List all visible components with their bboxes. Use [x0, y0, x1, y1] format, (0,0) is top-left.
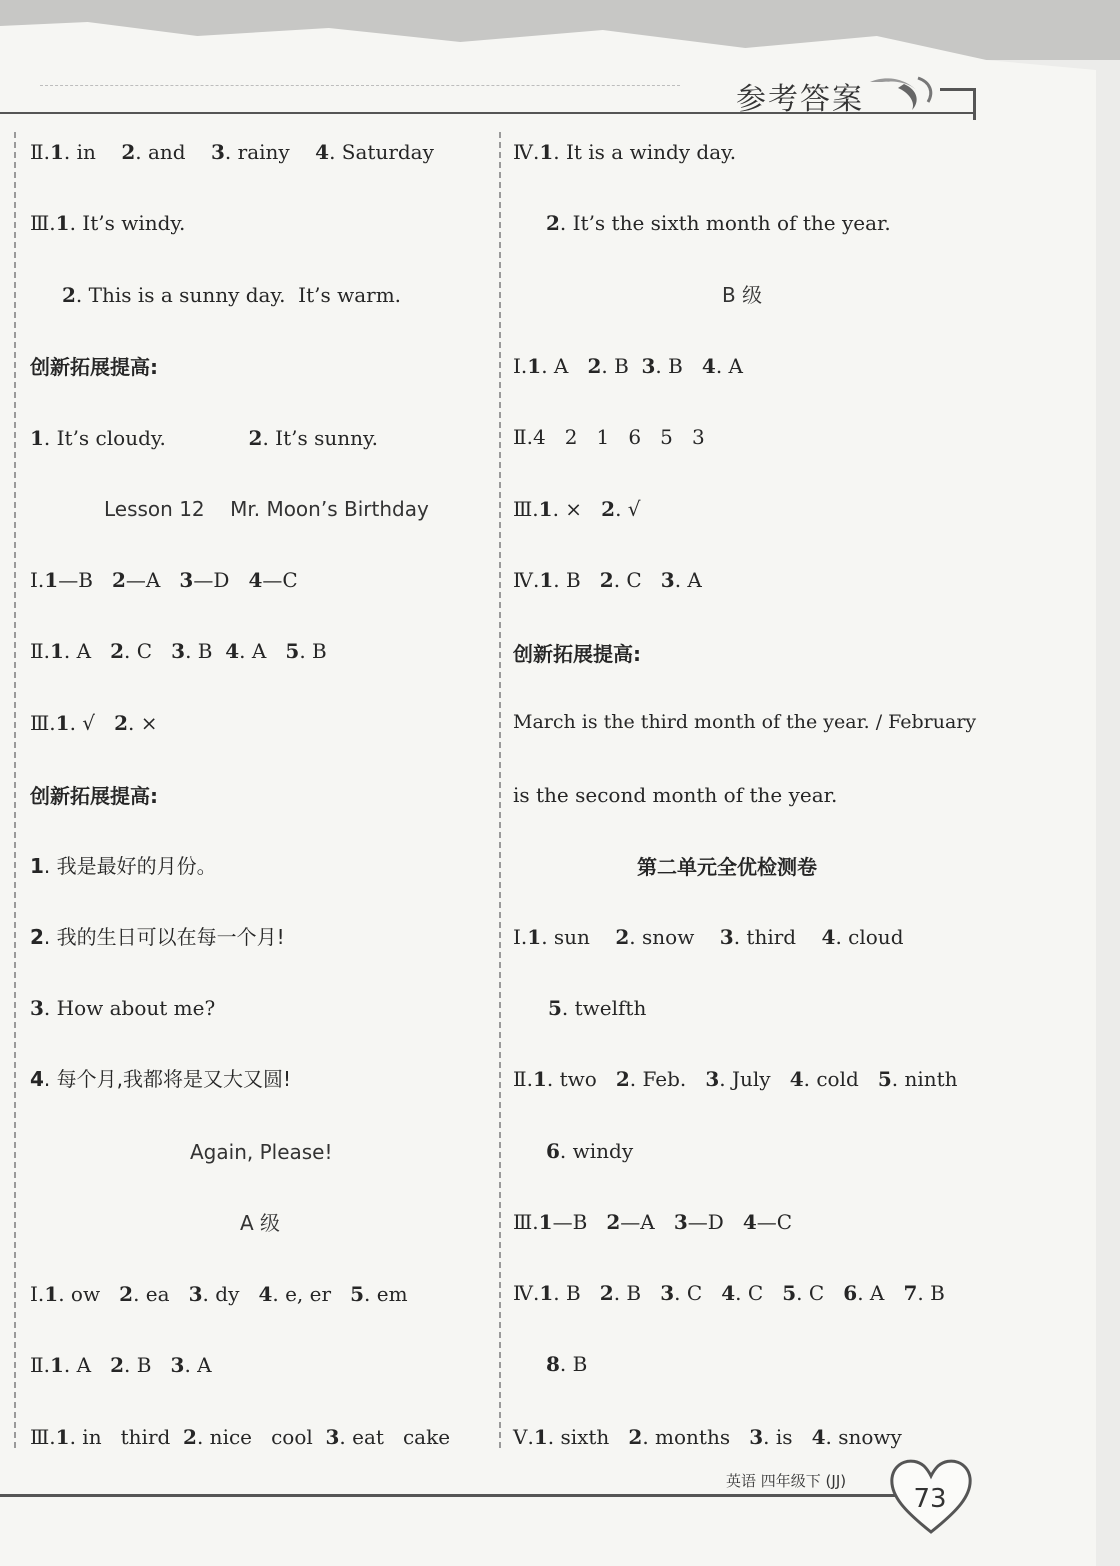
lesson-title: Lesson 12 Mr. Moon’s Birthday	[104, 497, 429, 521]
answer-line: Ⅰ.1. sun 2. snow 3. third 4. cloud	[513, 925, 904, 949]
section-heading: 创新拓展提高:	[30, 355, 158, 379]
answer-line: Ⅱ.4 2 1 6 5 3	[513, 425, 705, 449]
answer-line: Ⅲ.1. It’s windy.	[30, 211, 186, 235]
answer-line: Ⅱ.1. two 2. Feb. 3. July 4. cold 5. ninth	[513, 1067, 958, 1091]
swoosh-icon	[868, 72, 938, 112]
answer-line: Ⅰ.1. A 2. B 3. B 4. A	[513, 354, 744, 378]
page-number: 73	[913, 1484, 947, 1514]
answer-line: 4. 每个月,我都将是又大又圆!	[30, 1067, 292, 1091]
answer-line: Ⅳ.1. B 2. C 3. A	[513, 568, 702, 592]
answer-line: Ⅰ.1—B 2—A 3—D 4—C	[30, 568, 298, 592]
section-heading: 创新拓展提高:	[30, 784, 158, 808]
column-divider	[499, 132, 501, 1448]
answer-line: is the second month of the year.	[513, 783, 838, 807]
answer-line: Ⅱ.1. A 2. B 3. A	[30, 1353, 212, 1377]
footer-label: 英语 四年级下 (JJ)	[726, 1472, 847, 1490]
answer-line: Ⅳ.1. It is a windy day.	[513, 140, 737, 164]
section-subtitle: Again, Please!	[190, 1140, 333, 1164]
answer-line: 3. How about me?	[30, 996, 216, 1020]
answer-line: Ⅳ.1. B 2. B 3. C 4. C 5. C 6. A 7. B	[513, 1281, 945, 1305]
left-margin-rule	[14, 132, 16, 1448]
level-label: A 级	[240, 1211, 281, 1235]
header-dotted-rule	[40, 85, 680, 86]
answer-line: 1. It’s cloudy. 2. It’s sunny.	[30, 426, 378, 450]
section-heading: 创新拓展提高:	[513, 642, 641, 666]
test-title: 第二单元全优检测卷	[637, 855, 817, 879]
answer-line: Ⅲ.1—B 2—A 3—D 4—C	[513, 1210, 793, 1234]
answer-line: Ⅱ.1. in 2. and 3. rainy 4. Saturday	[30, 140, 434, 164]
answer-line: Ⅲ.1. in third 2. nice cool 3. eat cake	[30, 1425, 451, 1449]
answer-line: 2. This is a sunny day. It’s warm.	[62, 283, 402, 307]
answer-line: 8. B	[546, 1352, 588, 1376]
answer-line: 6. windy	[546, 1139, 634, 1163]
answer-line: 1. 我是最好的月份。	[30, 854, 217, 878]
answer-line: 2. 我的生日可以在每一个月!	[30, 925, 285, 949]
answer-line: Ⅴ.1. sixth 2. months 3. is 4. snowy	[513, 1425, 902, 1449]
level-label: B 级	[722, 283, 763, 307]
answer-line: Ⅲ.1. √ 2. ×	[30, 711, 158, 735]
footer-rule	[0, 1494, 900, 1497]
header-hook	[940, 88, 976, 120]
answer-line: March is the third month of the year. / February	[513, 711, 977, 733]
answer-line: 2. It’s the sixth month of the year.	[546, 211, 891, 235]
answer-line: Ⅱ.1. A 2. C 3. B 4. A 5. B	[30, 639, 327, 663]
answer-line: Ⅲ.1. × 2. √	[513, 497, 641, 521]
answer-line: Ⅰ.1. ow 2. ea 3. dy 4. e, er 5. em	[30, 1282, 408, 1306]
answer-line: 5. twelfth	[548, 996, 647, 1020]
page-title: 参考答案	[736, 82, 864, 117]
